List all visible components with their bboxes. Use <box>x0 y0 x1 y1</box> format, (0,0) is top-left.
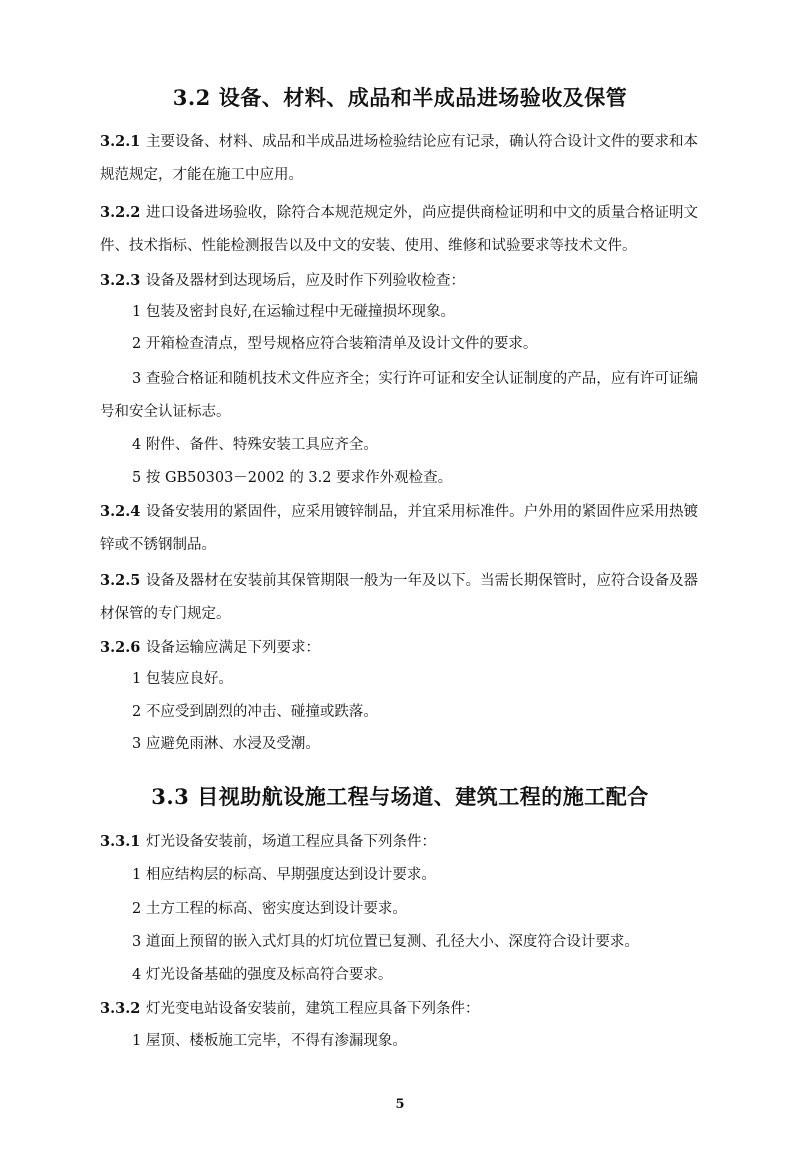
list-item: 2 土方工程的标高、密实度达到设计要求。 <box>132 901 407 917</box>
clause-text: 设备运输应满足下列要求： <box>146 640 320 656</box>
list-item: 2 开箱检查清点，型号规格应符合装箱清单及设计文件的要求。 <box>132 336 538 352</box>
clause-3-2-1 <box>100 125 698 192</box>
section-number: 3.2 <box>172 85 211 110</box>
list-item: 1 相应结构层的标高、早期强度达到设计要求。 <box>132 867 436 883</box>
clause-number: 3.2.1 <box>100 133 141 150</box>
clause-text: 主要设备、材料、成品和半成品进场检验结论应有记录，确认符合设计文件的要求和本规范规定，才能在施工中应用。 <box>100 134 698 183</box>
list-item: 3 查验合格证和随机技术文件应齐全；实行许可证和安全认证制度的产品，应有许可证编号和安全认证标志。 <box>100 371 698 420</box>
section-heading-3-2 <box>100 82 700 112</box>
clause-text: 灯光设备安装前，场道工程应具备下列条件： <box>146 834 436 850</box>
clause-number: 3.3.2 <box>100 1000 141 1017</box>
section-heading-3-3 <box>100 781 700 811</box>
clause-text: 设备及器材到达现场后，应及时作下列验收检查： <box>146 273 465 289</box>
list-item: 4 灯光设备基础的强度及标高符合要求。 <box>132 967 393 983</box>
clause-3-3-1 <box>100 825 698 859</box>
clause-number: 3.2.2 <box>100 204 141 221</box>
list-item: 3 应避免雨淋、水浸及受潮。 <box>132 736 320 752</box>
clause-number: 3.2.5 <box>100 572 141 589</box>
clause-3-2-6 <box>100 631 698 665</box>
list-item: 1 屋顶、楼板施工完毕，不得有渗漏现象。 <box>132 1033 407 1049</box>
clause-3-2-5 <box>100 564 698 631</box>
section-title: 设备、材料、成品和半成品进场验收及保管 <box>218 86 628 110</box>
list-item: 3 道面上预留的嵌入式灯具的灯坑位置已复测、孔径大小、深度符合设计要求。 <box>132 934 639 950</box>
list-item: 4 附件、备件、特殊安装工具应齐全。 <box>132 437 378 453</box>
list-item: 1 包装及密封良好,在运输过程中无碰撞损坏现象。 <box>132 304 455 320</box>
clause-text: 进口设备进场验收，除符合本规范规定外，尚应提供商检证明和中文的质量合格证明文件、技术指标、性能检测报告以及中文的安装、使用、维修和试验要求等技术文件。 <box>100 205 698 254</box>
clause-3-3-2 <box>100 992 698 1026</box>
page-number: 5 <box>395 1097 405 1112</box>
clause-3-2-3 <box>100 264 698 298</box>
clause-number: 3.2.6 <box>100 639 141 656</box>
section-title: 目视助航设施工程与场道、建筑工程的施工配合 <box>197 785 649 809</box>
clause-number: 3.2.4 <box>100 503 141 520</box>
clause-number: 3.3.1 <box>100 833 141 850</box>
list-item: 1 包装应良好。 <box>132 671 233 687</box>
clause-3-2-2 <box>100 196 698 263</box>
list-item: 5 按 GB50303－2002 的 3.2 要求作外观检查。 <box>132 470 453 486</box>
section-number: 3.3 <box>151 784 190 809</box>
clause-number: 3.2.3 <box>100 272 141 289</box>
clause-text: 设备及器材在安装前其保管期限一般为一年及以下。当需长期保管时，应符合设备及器材保管的专门规定。 <box>100 573 698 622</box>
clause-text: 设备安装用的紧固件，应采用镀锌制品，并宜采用标准件。户外用的紧固件应采用热镀锌或不锈钢制品。 <box>100 504 698 553</box>
clause-3-2-4 <box>100 495 698 562</box>
clause-text: 灯光变电站设备安装前，建筑工程应具备下列条件： <box>146 1001 480 1017</box>
list-item: 2 不应受到剧烈的冲击、碰撞或跌落。 <box>132 704 378 720</box>
